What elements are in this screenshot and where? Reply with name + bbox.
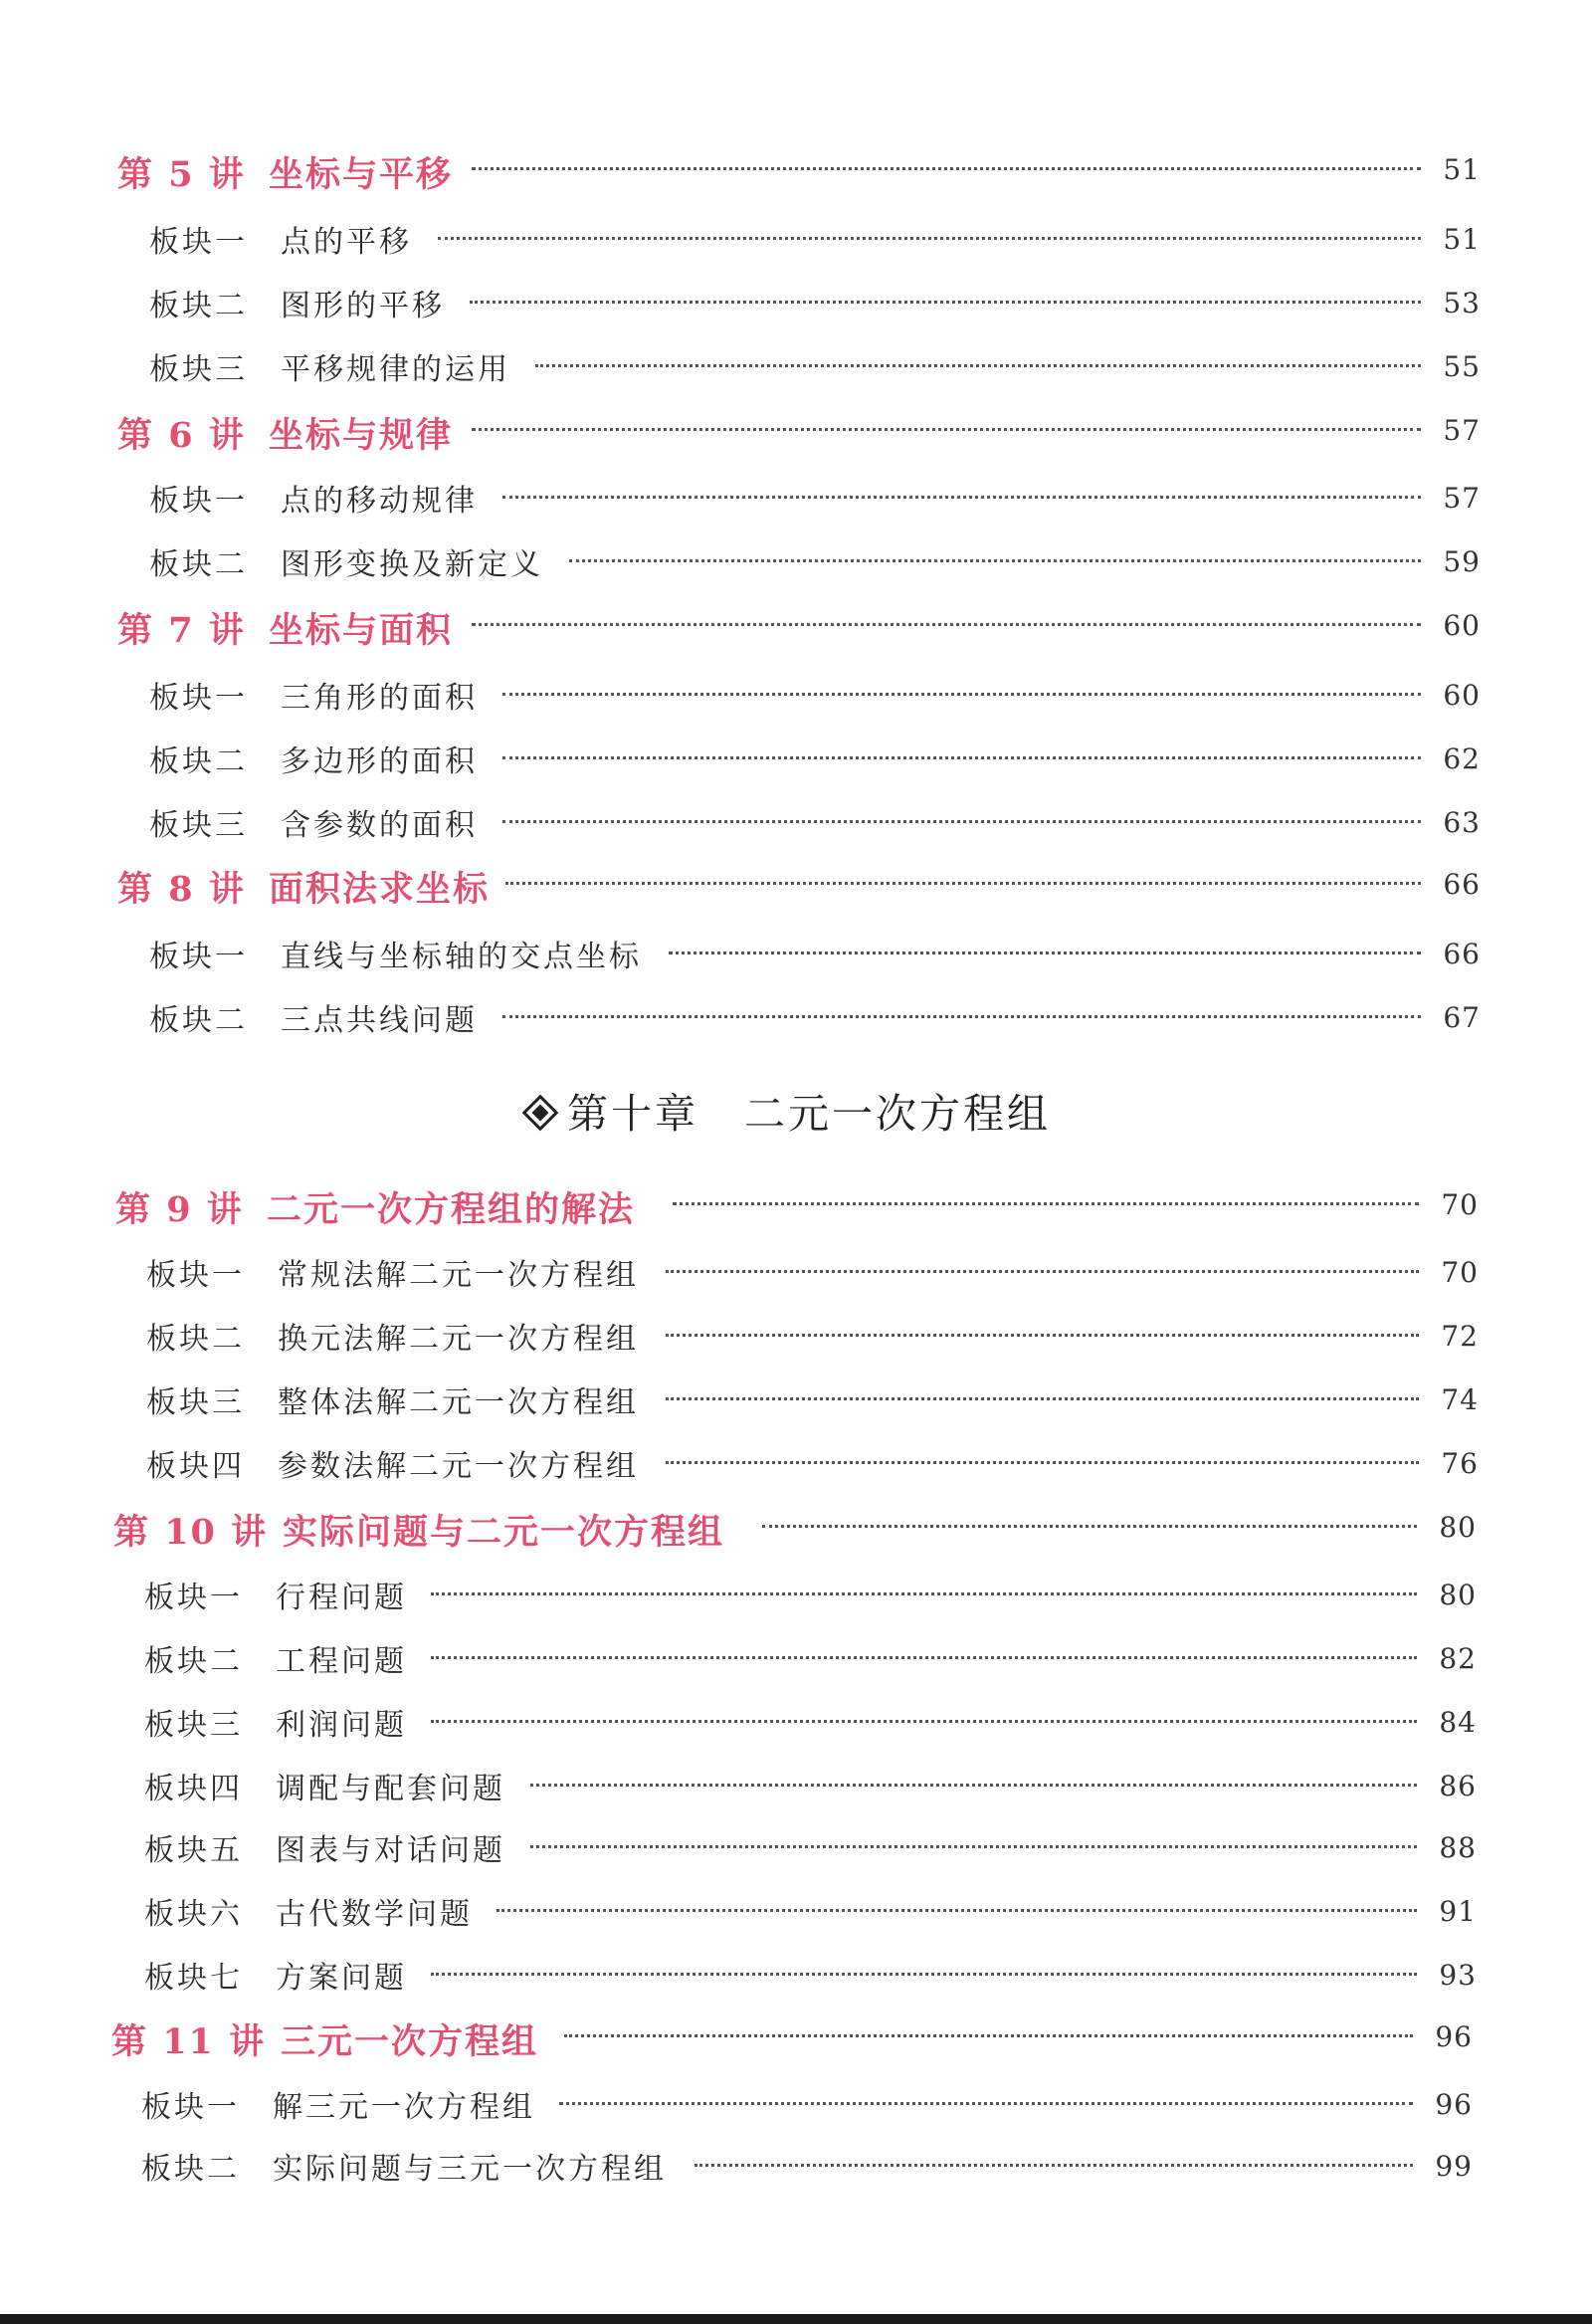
dot-leader [431, 1720, 1417, 1723]
page-number: 57 [1443, 414, 1481, 447]
page-number: 91 [1439, 1895, 1477, 1928]
block-label: 板块一 [141, 2090, 240, 2125]
toc-block-row[interactable] [149, 344, 1481, 394]
chapter-heading [527, 1081, 1051, 1141]
page-number: 96 [1435, 2088, 1473, 2121]
page-number: 51 [1443, 223, 1481, 256]
toc-block-row[interactable] [146, 1250, 1479, 1300]
toc-block-row[interactable] [149, 539, 1481, 589]
page-number: 99 [1435, 2150, 1473, 2183]
page-number: 93 [1439, 1959, 1477, 1992]
block-title: 整体法解二元一次方程组 [278, 1385, 639, 1420]
chapter-label: 第十章 [567, 1090, 698, 1138]
block-title: 常规法解二元一次方程组 [278, 1258, 639, 1293]
block-title: 三角形的面积 [281, 681, 478, 716]
page-number: 63 [1443, 806, 1481, 839]
page-number: 80 [1439, 1511, 1477, 1544]
page-number: 86 [1439, 1770, 1477, 1802]
block-title: 含参数的面积 [281, 808, 478, 843]
block-title: 三点共线问题 [281, 1003, 478, 1038]
dot-leader [431, 1656, 1417, 1659]
block-label: 板块一 [144, 1581, 243, 1615]
toc-block-row[interactable] [144, 1825, 1477, 1875]
block-label: 板块一 [149, 225, 248, 260]
page-number: 76 [1441, 1447, 1479, 1480]
block-title: 实际问题与三元一次方程组 [273, 2152, 667, 2187]
lesson-number: 第 5 讲 [117, 154, 246, 195]
block-title: 方案问题 [276, 1961, 407, 1996]
toc-block-row[interactable] [149, 800, 1481, 850]
toc-block-row[interactable] [149, 476, 1481, 526]
page-bottom-border [0, 2314, 1592, 2324]
block-title: 调配与配套问题 [276, 1772, 505, 1806]
block-label: 板块二 [149, 289, 248, 323]
block-title: 古代数学问题 [276, 1897, 473, 1932]
lesson-number: 第 6 讲 [117, 415, 246, 456]
block-label: 板块一 [149, 681, 248, 716]
toc-block-row[interactable] [146, 1314, 1479, 1364]
toc-block-row[interactable] [144, 1953, 1477, 2003]
block-label: 板块二 [149, 744, 248, 779]
page-number: 60 [1443, 679, 1481, 712]
page-number: 74 [1441, 1383, 1479, 1416]
block-label: 板块四 [144, 1772, 243, 1806]
page-number: 67 [1443, 1001, 1481, 1034]
dot-leader [502, 820, 1421, 823]
dot-leader [497, 1909, 1417, 1912]
block-title: 参数法解二元一次方程组 [278, 1449, 639, 1484]
lesson-title: 面积法求坐标 [269, 870, 491, 910]
toc-block-row[interactable] [149, 673, 1481, 723]
page-number: 53 [1443, 287, 1481, 319]
block-label: 板块三 [149, 808, 248, 843]
toc-block-row[interactable] [141, 2144, 1473, 2194]
toc-block-row[interactable] [144, 1573, 1477, 1622]
dot-leader [695, 2164, 1413, 2167]
dot-leader [762, 1525, 1417, 1528]
block-title: 行程问题 [276, 1581, 407, 1615]
dot-leader [666, 1461, 1419, 1464]
page-number: 51 [1443, 153, 1481, 186]
block-title: 点的移动规律 [281, 484, 478, 519]
toc-lesson-row[interactable] [117, 862, 1481, 912]
toc-block-row[interactable] [144, 1700, 1477, 1750]
dot-leader [564, 2034, 1413, 2037]
block-title: 工程问题 [276, 1644, 407, 1679]
chapter-title: 二元一次方程组 [744, 1090, 1051, 1138]
block-label: 板块三 [149, 352, 248, 387]
block-label: 板块三 [144, 1708, 243, 1743]
block-title: 图形变换及新定义 [281, 547, 543, 582]
block-label: 板块二 [149, 1003, 248, 1038]
lesson-title: 实际问题与二元一次方程组 [283, 1513, 725, 1553]
block-label: 板块一 [149, 484, 248, 519]
toc-block-row[interactable] [149, 281, 1481, 330]
block-title: 点的平移 [281, 225, 412, 260]
lesson-number: 第 11 讲 [111, 2021, 267, 2062]
block-title: 解三元一次方程组 [273, 2090, 535, 2125]
page-number: 96 [1435, 2020, 1473, 2053]
toc-block-row[interactable] [144, 1889, 1477, 1939]
page-number: 62 [1443, 742, 1481, 775]
page-number: 60 [1443, 609, 1481, 642]
block-title: 直线与坐标轴的交点坐标 [281, 940, 642, 974]
block-label: 板块五 [144, 1833, 243, 1868]
block-title: 图形的平移 [281, 289, 445, 323]
dot-leader [470, 301, 1421, 304]
dot-leader [472, 167, 1421, 170]
dot-leader [666, 1270, 1419, 1273]
dot-leader [472, 428, 1421, 431]
toc-block-row[interactable] [149, 995, 1481, 1045]
diamond-icon [527, 1100, 553, 1126]
block-label: 板块三 [146, 1385, 245, 1420]
page-number: 55 [1443, 350, 1481, 383]
page-number: 59 [1443, 545, 1481, 578]
block-title: 图表与对话问题 [276, 1833, 505, 1868]
page-number: 70 [1441, 1188, 1479, 1221]
block-label: 板块六 [144, 1897, 243, 1932]
block-title: 平移规律的运用 [281, 352, 510, 387]
dot-leader [559, 2102, 1413, 2105]
block-title: 利润问题 [276, 1708, 407, 1743]
toc-lesson-row[interactable] [117, 147, 1481, 197]
block-label: 板块二 [146, 1322, 245, 1357]
dot-leader [502, 496, 1421, 499]
page-number: 66 [1443, 938, 1481, 970]
toc-lesson-row[interactable] [113, 1505, 1477, 1555]
page-number: 57 [1443, 482, 1481, 515]
page-number: 66 [1443, 868, 1481, 901]
page-number: 72 [1441, 1320, 1479, 1353]
block-label: 板块二 [141, 2152, 240, 2187]
lesson-number: 第 9 讲 [115, 1189, 244, 1230]
toc-lesson-row[interactable] [117, 408, 1481, 458]
dot-leader [431, 1592, 1417, 1595]
toc-lesson-row[interactable] [115, 1182, 1479, 1232]
lesson-number: 第 8 讲 [117, 869, 246, 910]
lesson-title: 坐标与面积 [269, 611, 454, 651]
dot-leader [666, 1334, 1419, 1337]
lesson-number: 第 10 讲 [113, 1512, 269, 1553]
toc-block-row[interactable] [149, 217, 1481, 267]
toc-block-row[interactable] [144, 1636, 1477, 1686]
dot-leader [669, 951, 1421, 954]
toc-block-row[interactable] [141, 2082, 1473, 2132]
dot-leader [472, 623, 1421, 626]
block-label: 板块二 [149, 547, 248, 582]
dot-leader [535, 364, 1421, 367]
page-number: 80 [1439, 1579, 1477, 1611]
dot-leader [530, 1784, 1417, 1787]
lesson-number: 第 7 讲 [117, 610, 246, 651]
block-label: 板块二 [144, 1644, 243, 1679]
dot-leader [666, 1397, 1419, 1400]
block-label: 板块一 [146, 1258, 245, 1293]
block-label: 板块七 [144, 1961, 243, 1996]
toc-block-row[interactable] [146, 1441, 1479, 1491]
block-title: 多边形的面积 [281, 744, 478, 779]
toc-lesson-row[interactable] [117, 603, 1481, 653]
toc-block-row[interactable] [149, 932, 1481, 981]
dot-leader [673, 1202, 1419, 1205]
lesson-title: 坐标与规律 [269, 416, 454, 456]
toc-block-row[interactable] [144, 1764, 1477, 1813]
page-number: 70 [1441, 1256, 1479, 1289]
dot-leader [438, 237, 1421, 240]
block-label: 板块一 [149, 940, 248, 974]
dot-leader [431, 1973, 1417, 1976]
dot-leader [505, 882, 1421, 885]
page-number: 84 [1439, 1706, 1477, 1739]
toc-block-row[interactable] [149, 737, 1481, 786]
block-title: 换元法解二元一次方程组 [278, 1322, 639, 1357]
lesson-title: 二元一次方程组的解法 [267, 1190, 636, 1230]
lesson-title: 坐标与平移 [269, 155, 454, 195]
dot-leader [569, 559, 1421, 562]
toc-block-row[interactable] [146, 1377, 1479, 1427]
dot-leader [530, 1845, 1417, 1848]
dot-leader [502, 756, 1421, 759]
block-label: 板块四 [146, 1449, 245, 1484]
page-number: 82 [1439, 1642, 1477, 1675]
dot-leader [502, 1015, 1421, 1018]
toc-lesson-row[interactable] [111, 2014, 1473, 2064]
dot-leader [502, 693, 1421, 696]
page-number: 88 [1439, 1831, 1477, 1864]
lesson-title: 三元一次方程组 [281, 2022, 539, 2062]
